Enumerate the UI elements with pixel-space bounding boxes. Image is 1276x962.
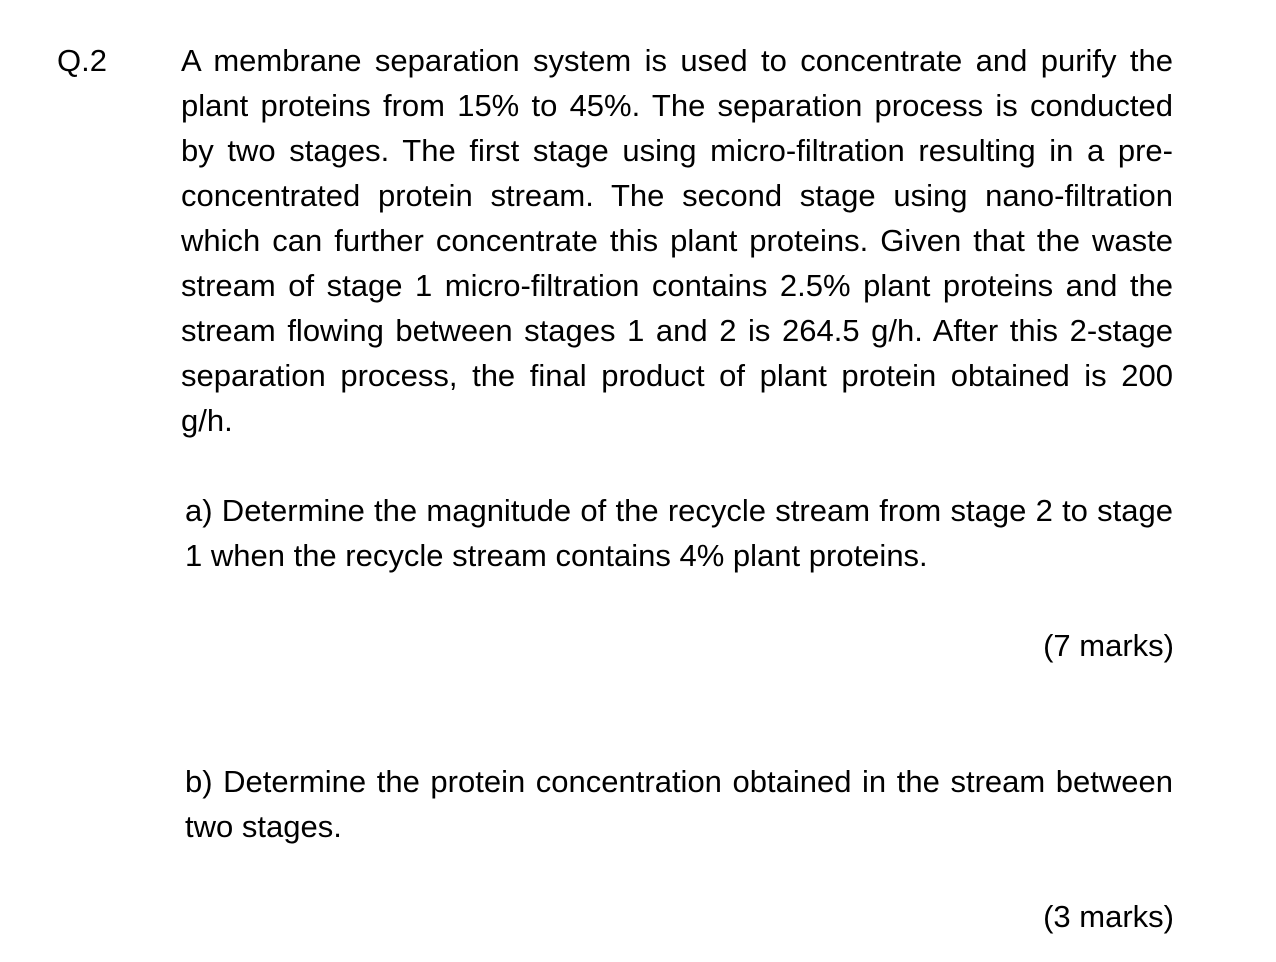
part-b-marks: (3 marks) [1043,899,1174,934]
question-stem: A membrane separation system is used to concentrate and purify the plant proteins from 15% to 45%. The separation process is conducted by two stages. The first stage using micro-filtration resulting in a pre-concentrated protein stream. The second stage using nano-filtration which can further concentrate this plant proteins. Given that the waste stream of stage 1 micro-filtration contains 2.5% plant proteins and the stream flowing between stages 1 and 2 is 264.5 g/h. After this 2-stage separation process, the final product of plant protein obtained is 200 g/h. [181,43,1173,438]
part-a-text: a) Determine the magnitude of the recycle stream from stage 2 to stage 1 when the recycle stream contains 4% plant proteins. [185,493,1173,573]
question-number: Q.2 [57,43,107,78]
part-a-marks: (7 marks) [1043,628,1174,663]
part-b-text: b) Determine the protein concentration obtained in the stream between two stages. [185,764,1173,844]
